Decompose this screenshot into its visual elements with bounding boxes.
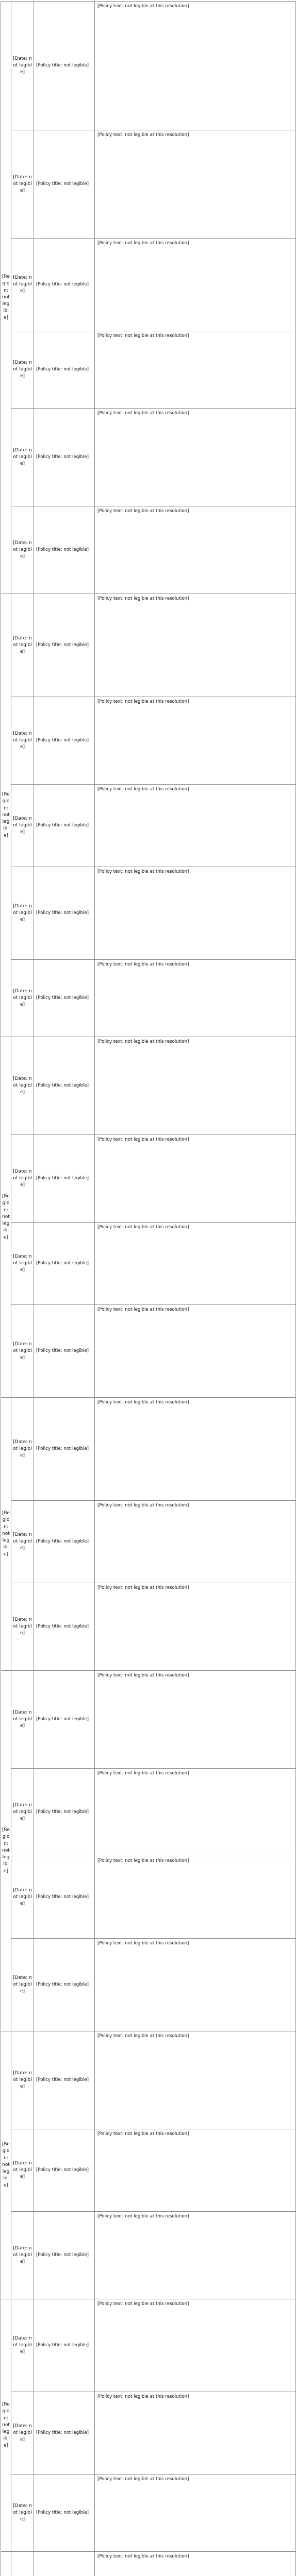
region-cell: [Region: not legible] [1, 2299, 11, 2552]
region-cell: [Region: not legible] [1, 1398, 11, 1671]
table-row [1, 2212, 296, 2299]
region-cell: [Region: not legible] [1, 2, 11, 594]
policy-paragraph: [Policy text: not legible at this resolution] [97, 596, 189, 601]
policy-paragraph: [Policy text: not legible at this resolution] [97, 2301, 189, 2307]
policy-content-cell [95, 2031, 296, 2129]
table-row [1, 409, 296, 506]
policy-content-cell [95, 2392, 296, 2475]
policy-title-cell: [Policy title: not legible] [34, 506, 95, 594]
policy-title-cell: [Policy title: not legible] [34, 2031, 95, 2129]
table-row [1, 2475, 296, 2552]
policy-content-cell [95, 594, 296, 697]
policy-paragraph: [Policy text: not legible at this resolution] [97, 2033, 189, 2039]
policy-paragraph: [Policy text: not legible at this resolution] [97, 1771, 189, 1776]
policy-content-cell [95, 697, 296, 785]
policy-title-cell: [Policy title: not legible] [34, 1135, 95, 1223]
date-cell: [Date: not legible] [11, 1305, 34, 1398]
policy-paragraph: [Policy text: not legible at this resolution] [97, 509, 189, 514]
policy-content-cell [95, 1769, 296, 1856]
date-cell: [Date: not legible] [11, 331, 34, 409]
date-cell: [Date: not legible] [11, 2392, 34, 2475]
region-cell: [Region: not legible] [1, 1037, 11, 1398]
table-row [1, 1769, 296, 1856]
date-cell: [Date: not legible] [11, 506, 34, 594]
table-row [1, 1037, 296, 1135]
policy-content-cell [95, 1223, 296, 1305]
date-cell: [Date: not legible] [11, 1037, 34, 1135]
policy-content-cell [95, 2299, 296, 2392]
table-row [1, 594, 296, 697]
policy-content-cell [95, 2552, 296, 2576]
policy-title-cell: [Policy title: not legible] [34, 594, 95, 697]
policy-table [1, 1, 296, 2576]
table-row [1, 1501, 296, 1583]
date-cell: [Date: not legible] [11, 2129, 34, 2212]
policy-content-cell [95, 409, 296, 506]
date-cell: [Date: not legible] [11, 1223, 34, 1305]
policy-title-cell: [Policy title: not legible] [34, 409, 95, 506]
date-cell: [Date: not legible] [11, 1135, 34, 1223]
policy-paragraph: [Policy text: not legible at this resolution] [97, 333, 189, 338]
policy-content-cell [95, 2212, 296, 2299]
policy-title-cell: [Policy title: not legible] [34, 2212, 95, 2299]
table-row [1, 1939, 296, 2031]
policy-content-cell [95, 960, 296, 1037]
policy-title-cell: [Policy title: not legible] [34, 1583, 95, 1671]
policy-content-cell [95, 1037, 296, 1135]
date-cell [11, 2552, 34, 2576]
policy-paragraph: [Policy text: not legible at this resolution] [97, 787, 189, 792]
policy-paragraph: [Policy text: not legible at this resolution] [97, 1225, 189, 1230]
policy-title-cell: [Policy title: not legible] [34, 960, 95, 1037]
region-cell: [Region: not legible] [1, 1671, 11, 2031]
table-row [1, 331, 296, 409]
table-row [1, 2552, 296, 2576]
table-row [1, 2392, 296, 2475]
policy-paragraph: [Policy text: not legible at this resolution] [97, 1400, 189, 1405]
policy-content-cell [95, 506, 296, 594]
date-cell: [Date: not legible] [11, 960, 34, 1037]
date-cell: [Date: not legible] [11, 2475, 34, 2552]
region-cell: [Region: not legible] [1, 594, 11, 1037]
policy-content-cell [95, 2129, 296, 2212]
table-row [1, 239, 296, 331]
policy-title-cell: [Policy title: not legible] [34, 2, 95, 130]
policy-paragraph: [Policy text: not legible at this resolution] [97, 2214, 189, 2219]
date-cell: [Date: not legible] [11, 1398, 34, 1501]
policy-paragraph: [Policy text: not legible at this resolution] [97, 411, 189, 416]
table-row [1, 1671, 296, 1769]
policy-paragraph: [Policy text: not legible at this resolution] [97, 1039, 189, 1044]
policy-title-cell: [Policy title: not legible] [34, 1398, 95, 1501]
policy-paragraph: [Policy text: not legible at this resolution] [97, 1585, 189, 1590]
policy-paragraph: [Policy text: not legible at this resolution] [97, 2131, 189, 2137]
policy-title-cell [34, 2552, 95, 2576]
table-row [1, 1398, 296, 1501]
date-cell: [Date: not legible] [11, 1671, 34, 1769]
date-cell: [Date: not legible] [11, 785, 34, 867]
policy-title-cell: [Policy title: not legible] [34, 1769, 95, 1856]
policy-title-cell: [Policy title: not legible] [34, 2129, 95, 2212]
table-row [1, 1305, 296, 1398]
policy-title-cell: [Policy title: not legible] [34, 1856, 95, 1939]
policy-content-cell [95, 331, 296, 409]
table-row [1, 867, 296, 960]
policy-content-cell [95, 2475, 296, 2552]
table-row [1, 2299, 296, 2392]
policy-content-cell [95, 867, 296, 960]
date-cell: [Date: not legible] [11, 239, 34, 331]
policy-content-cell [95, 785, 296, 867]
policy-content-cell [95, 1671, 296, 1769]
policy-title-cell: [Policy title: not legible] [34, 1223, 95, 1305]
policy-title-cell: [Policy title: not legible] [34, 1671, 95, 1769]
table-row [1, 1135, 296, 1223]
date-cell: [Date: not legible] [11, 1501, 34, 1583]
policy-title-cell: [Policy title: not legible] [34, 2475, 95, 2552]
policy-paragraph: [Policy text: not legible at this resolution] [97, 699, 189, 704]
table-row [1, 1223, 296, 1305]
policy-content-cell [95, 1398, 296, 1501]
table-row [1, 2, 296, 130]
policy-content-cell [95, 1583, 296, 1671]
policy-paragraph: [Policy text: not legible at this resolution] [97, 1673, 189, 1678]
policy-paragraph: [Policy text: not legible at this resolution] [97, 1503, 189, 1508]
policy-title-cell: [Policy title: not legible] [34, 239, 95, 331]
date-cell: [Date: not legible] [11, 867, 34, 960]
policy-table-body [1, 2, 296, 2576]
policy-content-cell [95, 1939, 296, 2031]
policy-title-cell: [Policy title: not legible] [34, 867, 95, 960]
policy-title-cell: [Policy title: not legible] [34, 1939, 95, 2031]
policy-paragraph: [Policy text: not legible at this resolution] [97, 132, 189, 138]
policy-title-cell: [Policy title: not legible] [34, 2392, 95, 2475]
policy-title-cell: [Policy title: not legible] [34, 1305, 95, 1398]
date-cell: [Date: not legible] [11, 2, 34, 130]
policy-paragraph: [Policy text: not legible at this resolution] [97, 4, 189, 9]
policy-content-cell [95, 2, 296, 130]
region-cell [1, 2552, 11, 2576]
policy-title-cell: [Policy title: not legible] [34, 697, 95, 785]
policy-content-cell [95, 1135, 296, 1223]
policy-content-cell [95, 239, 296, 331]
region-cell: [Region: not legible] [1, 2031, 11, 2299]
table-row [1, 697, 296, 785]
policy-content-cell [95, 1305, 296, 1398]
policy-title-cell: [Policy title: not legible] [34, 331, 95, 409]
policy-title-cell: [Policy title: not legible] [34, 2299, 95, 2392]
date-cell: [Date: not legible] [11, 594, 34, 697]
date-cell: [Date: not legible] [11, 2212, 34, 2299]
date-cell: [Date: not legible] [11, 1856, 34, 1939]
date-cell: [Date: not legible] [11, 2299, 34, 2392]
table-row [1, 130, 296, 239]
table-row [1, 785, 296, 867]
date-cell: [Date: not legible] [11, 409, 34, 506]
policy-paragraph: [Policy text: not legible at this resolution] [97, 2554, 189, 2559]
policy-title-cell: [Policy title: not legible] [34, 130, 95, 239]
table-row [1, 2031, 296, 2129]
table-row [1, 2129, 296, 2212]
policy-paragraph: [Policy text: not legible at this resolution] [97, 1941, 189, 1946]
policy-paragraph: [Policy text: not legible at this resolution] [97, 2394, 189, 2399]
policy-paragraph: [Policy text: not legible at this resolution] [97, 1137, 189, 1142]
policy-title-cell: [Policy title: not legible] [34, 1501, 95, 1583]
policy-title-cell: [Policy title: not legible] [34, 1037, 95, 1135]
policy-title-cell: [Policy title: not legible] [34, 785, 95, 867]
policy-paragraph: [Policy text: not legible at this resolution] [97, 2477, 189, 2482]
policy-paragraph: [Policy text: not legible at this resolution] [97, 869, 189, 874]
policy-content-cell [95, 1856, 296, 1939]
date-cell: [Date: not legible] [11, 1583, 34, 1671]
date-cell: [Date: not legible] [11, 1769, 34, 1856]
date-cell: [Date: not legible] [11, 1939, 34, 2031]
date-cell: [Date: not legible] [11, 130, 34, 239]
policy-paragraph: [Policy text: not legible at this resolution] [97, 1307, 189, 1312]
policy-paragraph: [Policy text: not legible at this resolution] [97, 241, 189, 246]
table-row [1, 960, 296, 1037]
policy-content-cell [95, 1501, 296, 1583]
table-row [1, 1856, 296, 1939]
date-cell: [Date: not legible] [11, 697, 34, 785]
date-cell: [Date: not legible] [11, 2031, 34, 2129]
policy-paragraph: [Policy text: not legible at this resolution] [97, 962, 189, 967]
policy-content-cell [95, 130, 296, 239]
policy-paragraph: [Policy text: not legible at this resolution] [97, 1858, 189, 1863]
table-row [1, 506, 296, 594]
table-row [1, 1583, 296, 1671]
